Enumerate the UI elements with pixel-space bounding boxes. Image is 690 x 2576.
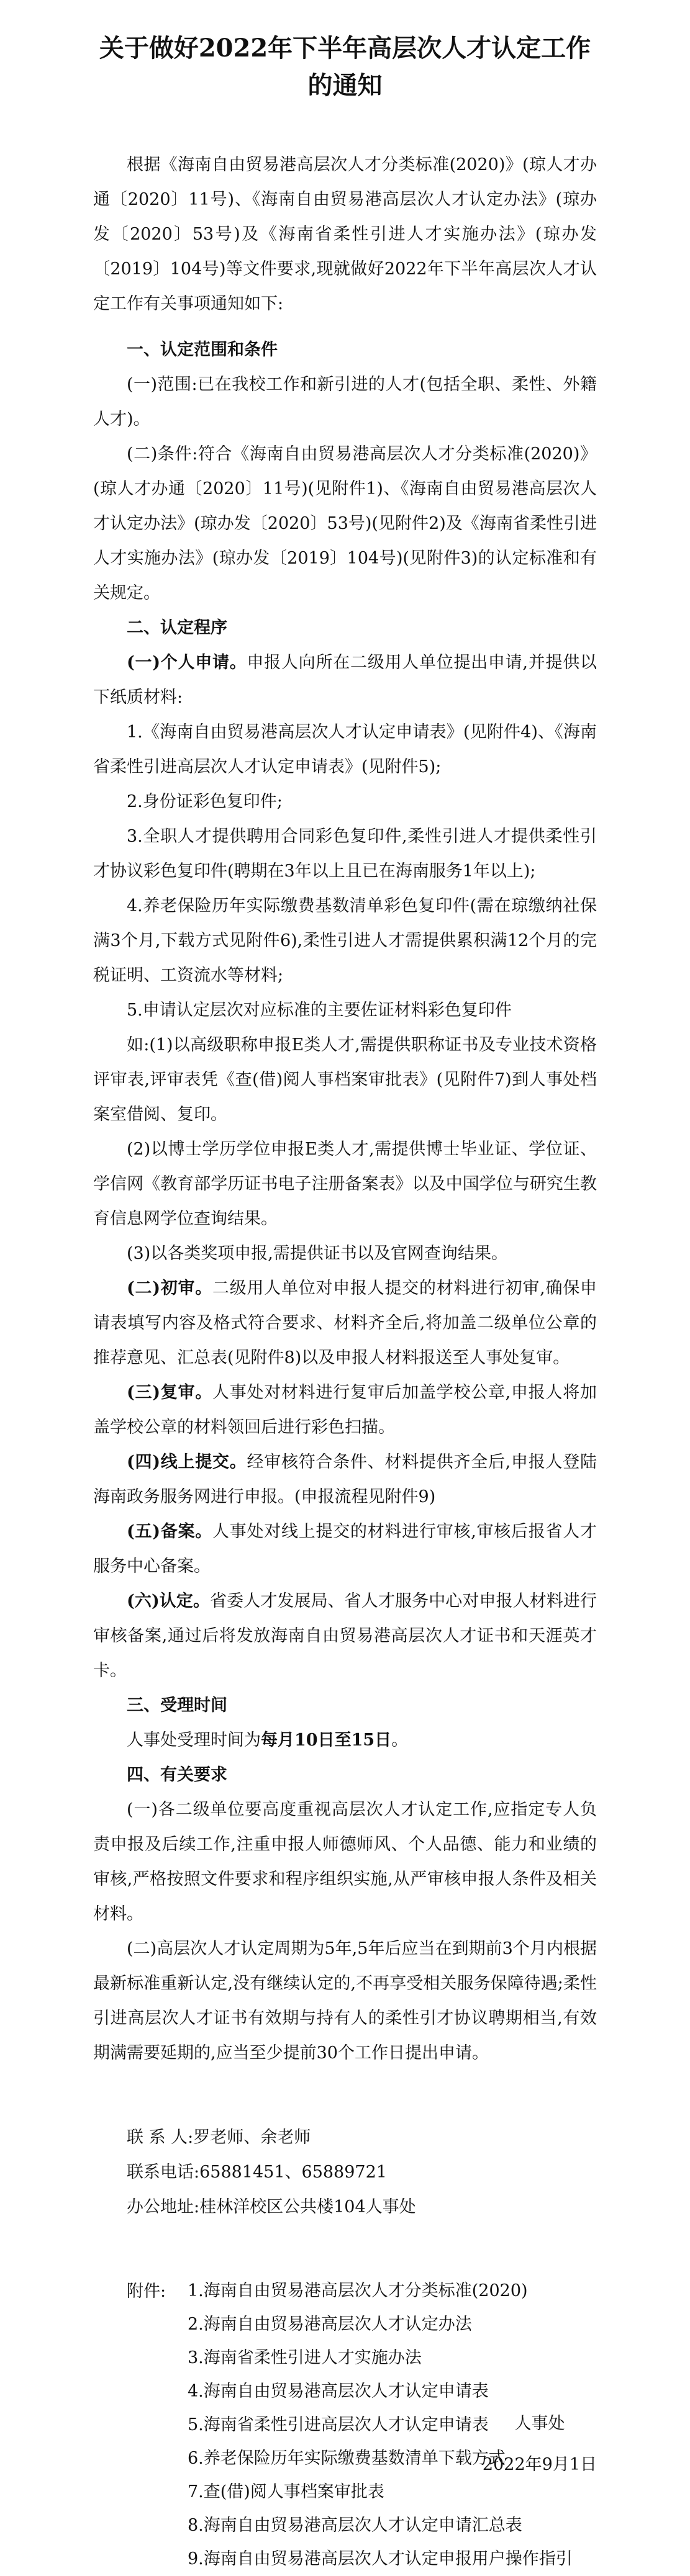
attachment-item[interactable]: 8.海南自由贸易港高层次人才认定申请汇总表: [188, 2516, 522, 2535]
step-3-label: (三)复审。: [127, 1383, 213, 1402]
step-6-label: (六)认定。: [127, 1592, 211, 1611]
contact-person: 联 系 人:罗老师、余老师: [127, 2128, 311, 2147]
requirement-2: (二)高层次人才认定周期为5年,5年后应当在到期前3个月内根据最新标准重新认定,没有继续认定的,不再享受相关服务保障待遇;柔性引进高层次人才证书有效期与持有人的柔性引才协议聘期相当,有效期满需要延期的,应当至少提前30个工作日提出申请。: [93, 1939, 597, 2063]
step-6-text: 省委人才发展局、省人才服务中心对申报人材料进行审核备案,通过后将发放海南自由贸易港高层次人才证书和天涯英才卡。: [93, 1592, 597, 1680]
section-4-heading: 四、有关要求: [127, 1765, 227, 1785]
step-5-paragraph: [93, 1515, 597, 1584]
step-3-text: 人事处对材料进行复审后加盖学校公章,申报人将加盖学校公章的材料领回后进行彩色扫描。: [93, 1383, 597, 1437]
acceptance-time: [93, 1723, 597, 1758]
section-1-scope: (一)范围:已在我校工作和新引进的人才(包括全职、柔性、外籍人才)。: [93, 375, 597, 429]
step-4-text: 经审核符合条件、材料提供齐全后,申报人登陆海南政务服务网进行申报。(申报流程见附件9): [93, 1452, 597, 1506]
intro-paragraph: 根据《海南自由贸易港高层次人才分类标准(2020)》(琼人才办通〔2020〕11号)、《海南自由贸易港高层次人才认定办法》(琼办发〔2020〕53号)及《海南省柔性引进人才实施办法》(琼办发〔2019〕104号)等文件要求,现就做好2022年下半年高层次人才认定工作有关事项通知如下:: [93, 155, 597, 313]
attachment-item[interactable]: 1.海南自由贸易港高层次人才分类标准(2020): [188, 2281, 528, 2300]
step-6-paragraph: [93, 1584, 597, 1688]
section-3-heading: 三、受理时间: [127, 1696, 227, 1715]
material-item-4: 4.养老保险历年实际缴费基数清单彩色复印件(需在琼缴纳社保满3个月,下载方式见附件6),柔性引进人才需提供累积满12个月的完税证明、工资流水等材料;: [93, 896, 597, 985]
material-item-3: 3.全职人才提供聘用合同彩色复印件,柔性引进人才提供柔性引才协议彩色复印件(聘期在3年以上且已在海南服务1年以上);: [93, 827, 597, 881]
step-4-label: (四)线上提交。: [127, 1452, 247, 1472]
document-title: 关于做好2022年下半年高层次人才认定工作的通知: [99, 34, 591, 100]
example-2: (2)以博士学历学位申报E类人才,需提供博士毕业证、学位证、学信网《教育部学历证书电子注册备案表》以及中国学位与研究生教育信息网学位查询结果。: [93, 1140, 597, 1228]
attachment-item[interactable]: 5.海南省柔性引进高层次人才认定申请表: [188, 2415, 489, 2434]
step-4-paragraph: [93, 1445, 597, 1515]
step-5-label: (五)备案。: [127, 1522, 213, 1541]
example-1: 如:(1)以高级职称申报E类人才,需提供职称证书及专业技术资格评审表,评审表凭《查(借)阅人事档案审批表》(见附件7)到人事处档案室借阅、复印。: [93, 1035, 597, 1124]
contact-block: [93, 2120, 597, 2225]
acceptance-time-dates: 每月10日至15日: [261, 1731, 392, 1750]
material-item-2: 2.身份证彩色复印件;: [127, 792, 283, 811]
issuing-department: 人事处: [514, 2414, 565, 2433]
step-1-paragraph: [93, 646, 597, 715]
attachments-label: 附件:: [127, 2282, 166, 2301]
attachment-item[interactable]: 3.海南省柔性引进人才实施办法: [188, 2348, 422, 2367]
section-2-heading: 二、认定程序: [127, 618, 227, 637]
step-1-label: (一)个人申请。: [127, 653, 247, 672]
attachment-item[interactable]: 6.养老保险历年实际缴费基数清单下载方式: [188, 2449, 506, 2468]
step-2-text: 二级用人单位对申报人提交的材料进行初审,确保申请表填写内容及格式符合要求、材料齐全后,将加盖二级单位公章的推荐意见、汇总表(见附件8)以及申报人材料报送至人事处复审。: [93, 1279, 597, 1367]
attachment-item[interactable]: 2.海南自由贸易港高层次人才认定办法: [188, 2315, 472, 2334]
step-1-text: 申报人向所在二级用人单位提出申请,并提供以下纸质材料:: [93, 653, 597, 707]
acceptance-time-prefix: 人事处受理时间为: [127, 1731, 261, 1750]
material-item-5: 5.申请认定层次对应标准的主要佐证材料彩色复印件: [127, 1001, 512, 1020]
step-2-paragraph: [93, 1271, 597, 1376]
step-3-paragraph: [93, 1376, 597, 1445]
step-5-text: 人事处对线上提交的材料进行审核,审核后报省人才服务中心备案。: [93, 1522, 597, 1576]
attachment-item[interactable]: 4.海南自由贸易港高层次人才认定申请表: [188, 2382, 489, 2401]
example-3: (3)以各类奖项申报,需提供证书以及官网查询结果。: [127, 1244, 508, 1263]
attachment-item[interactable]: 9.海南自由贸易港高层次人才认定申报用户操作指引: [188, 2549, 573, 2569]
material-item-1: 1.《海南自由贸易港高层次人才认定申请表》(见附件4)、《海南省柔性引进高层次人才认定申请表》(见附件5);: [93, 723, 597, 777]
signature-block: [483, 2403, 597, 2485]
step-2-label: (二)初审。: [127, 1279, 213, 1298]
requirement-1: (一)各二级单位要高度重视高层次人才认定工作,应指定专人负责申报及后续工作,注重申报人师德师风、个人品德、能力和业绩的审核,严格按照文件要求和程序组织实施,从严审核申报人条件及相关材料。: [93, 1800, 597, 1924]
issue-date: 2022年9月1日: [482, 2455, 597, 2474]
contact-phone: 联系电话:65881451、65889721: [127, 2163, 387, 2182]
section-1-conditions: (二)条件:符合《海南自由贸易港高层次人才分类标准(2020)》(琼人才办通〔2020〕11号)(见附件1)、《海南自由贸易港高层次人才认定办法》(琼办发〔2020〕53号)(见附件2)及《海南省柔性引进人才实施办法》(琼办发〔2019〕104号)(见附件3)的认定标准和有关规定。: [93, 444, 597, 603]
attachment-item[interactable]: 7.查(借)阅人事档案审批表: [188, 2482, 384, 2502]
section-1-heading: 一、认定范围和条件: [127, 340, 278, 359]
acceptance-time-suffix: 。: [391, 1731, 409, 1750]
contact-address: 办公地址:桂林洋校区公共楼104人事处: [127, 2197, 416, 2217]
